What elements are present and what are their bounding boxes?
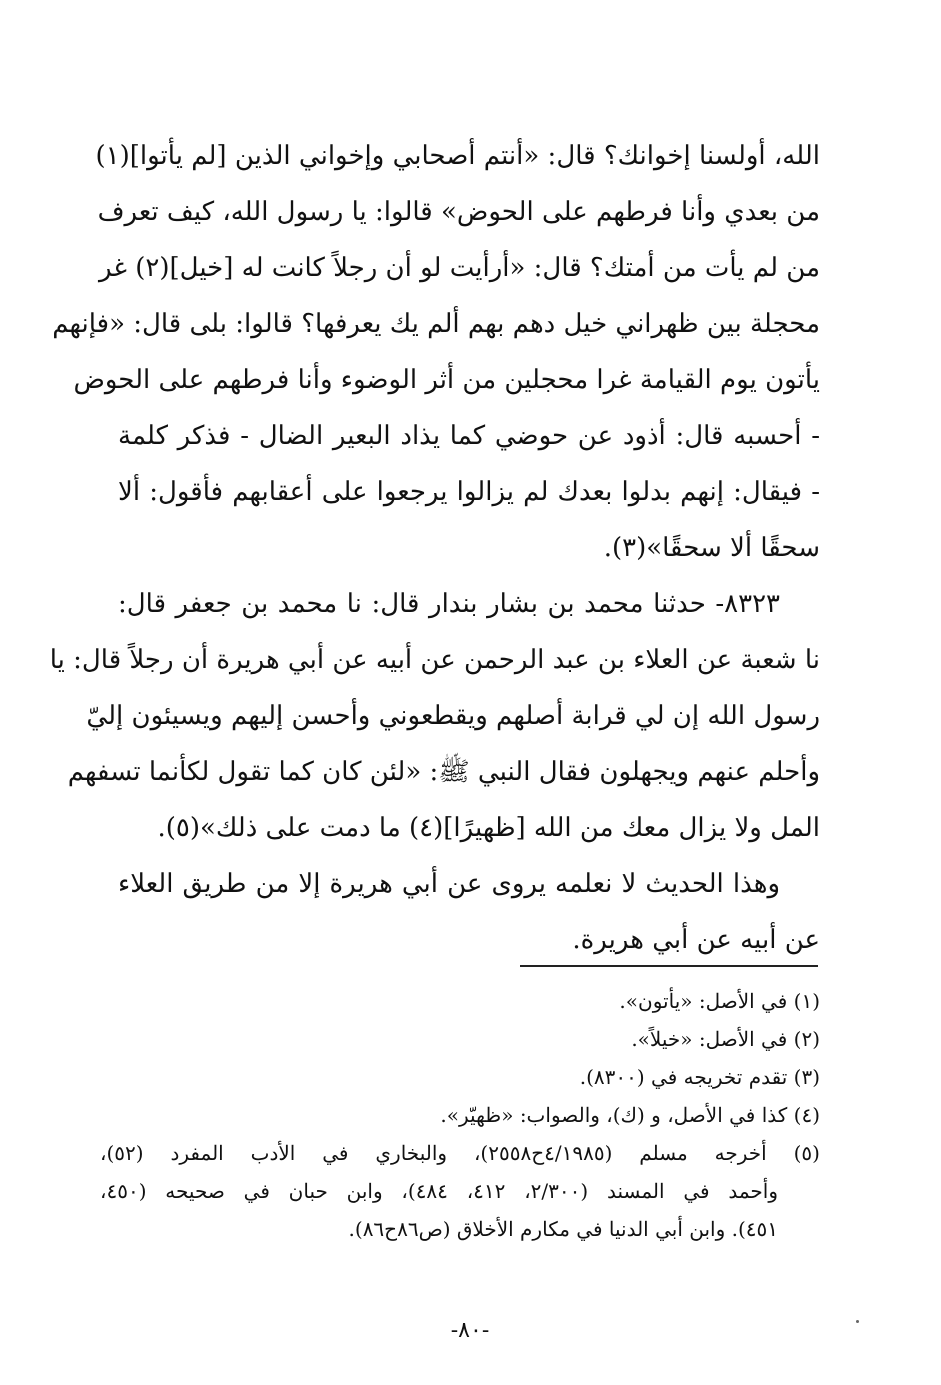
text-line-11: رسول الله إن لي قرابة أصلهم ويقطعوني وأحسن إليهم ويسيئون إليّ — [86, 701, 820, 731]
footnote-3: (٣) تقدم تخريجه في (٨٣٠٠). — [579, 1065, 820, 1089]
footnote-separator — [520, 965, 818, 967]
footnote-1: (١) في الأصل: «يأتون». — [619, 989, 820, 1013]
page-number: -٨٠- — [450, 1318, 490, 1343]
text-line-5: يأتون يوم القيامة غرا محجلين من أثر الوضوء وأنا فرطهم على الحوض — [73, 365, 820, 395]
text-line-6: - أحسبه قال: أذود عن حوضي كما يذاد البعير الضال - فذكر كلمة — [118, 421, 820, 451]
text-line-15: عن أبيه عن أبي هريرة. — [572, 925, 820, 955]
text-line-4: محجلة بين ظهراني خيل دهم بهم ألم يك يعرفها؟ قالوا: بلى قال: «فإنهم — [52, 309, 820, 339]
text-line-2: من بعدي وأنا فرطهم على الحوض» قالوا: يا رسول الله، كيف تعرف — [97, 197, 820, 227]
text-line-1: الله، أولسنا إخوانك؟ قال: «أنتم أصحابي وإخواني الذين [لم يأتوا](١) — [95, 141, 820, 171]
footnote-5: (٥) أخرجه مسلم (٤/١٩٨٥ح٢٥٥٨)، والبخاري في الأدب المفرد (٥٢)، — [100, 1141, 820, 1165]
footnotes — [100, 982, 820, 1248]
text-line-12: وأحلم عنهم ويجهلون فقال النبي ﷺ: «لئن كان كما تقول لكأنما تسفهم — [67, 757, 820, 787]
text-line-3: من لم يأت من أمتك؟ قال: «أرأيت لو أن رجلاً كانت له [خيل](٢) غر — [99, 253, 820, 283]
text-line-8: سحقًا ألا سحقًا»(٣). — [603, 533, 820, 563]
footnote-5-cont-2: ٤٥١). وابن أبي الدنيا في مكارم الأخلاق (ص٨٦ح٨٦). — [348, 1217, 778, 1241]
commentary-line: وهذا الحديث لا نعلمه يروى عن أبي هريرة إلا من طريق العلاء — [118, 869, 780, 899]
scan-speck — [856, 1320, 859, 1323]
footnote-5-cont-1: وأحمد في المسند (٢/٣٠٠، ٤١٢، ٤٨٤)، وابن حبان في صحيحه (٤٥٠، — [100, 1179, 779, 1203]
main-text — [49, 128, 820, 968]
text-line-7: - فيقال: إنهم بدلوا بعدك لم يزالوا يرجعوا على أعقابهم فأقول: ألا — [118, 477, 820, 507]
footnote-2: (٢) في الأصل: «خيلاً». — [631, 1027, 820, 1051]
text-line-13: المل ولا يزال معك من الله [ظهيرًا](٤) ما دمت على ذلك»(٥). — [157, 813, 820, 843]
text-line-10: نا شعبة عن العلاء بن عبد الرحمن عن أبيه عن أبي هريرة أن رجلاً قال: يا — [49, 645, 820, 675]
footnote-4: (٤) كذا في الأصل، و (ك)، والصواب: «ظهيّر». — [440, 1103, 820, 1127]
hadith-number-line: ٨٣٢٣- حدثنا محمد بن بشار بندار قال: نا محمد بن جعفر قال: — [118, 589, 780, 619]
